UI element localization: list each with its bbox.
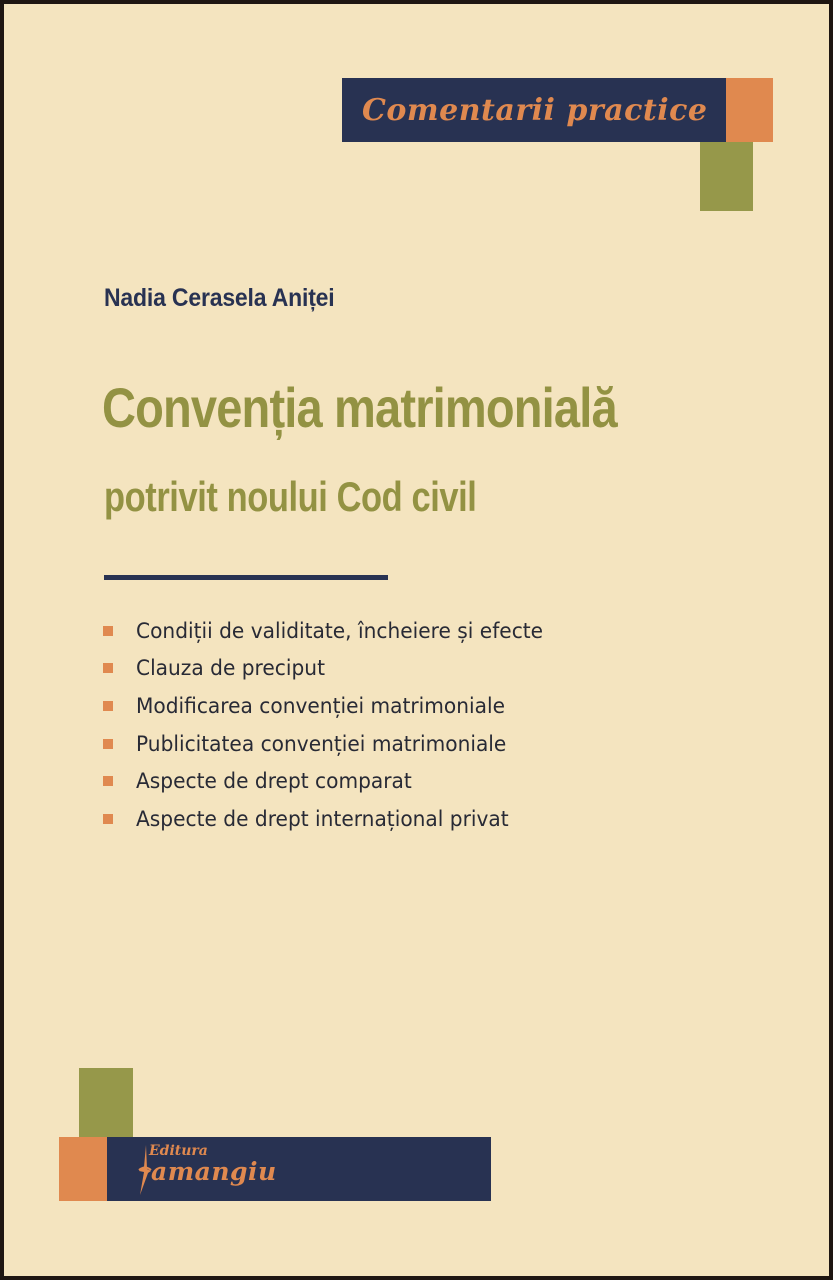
topic-item bbox=[103, 650, 560, 688]
decorative-orange-square bbox=[59, 1137, 107, 1201]
topic-item bbox=[103, 800, 560, 838]
author-name: Nadia Cerasela Aniței bbox=[104, 284, 335, 312]
publisher-name: amangiu bbox=[151, 1157, 277, 1186]
square-bullet-icon bbox=[103, 776, 113, 786]
book-cover bbox=[4, 4, 829, 1276]
decorative-orange-square bbox=[726, 78, 773, 142]
book-subtitle: potrivit noului Cod civil bbox=[104, 473, 477, 520]
topic-text: Clauza de preciput bbox=[136, 656, 325, 681]
publisher-prefix: Editura bbox=[149, 1143, 208, 1159]
topic-text: Condiții de validitate, încheiere și efecte bbox=[136, 618, 544, 643]
square-bullet-icon bbox=[103, 701, 113, 711]
series-banner bbox=[342, 78, 726, 142]
square-bullet-icon bbox=[103, 626, 113, 636]
topic-item bbox=[103, 612, 560, 650]
divider-rule bbox=[104, 575, 388, 580]
book-title: Convenția matrimonială bbox=[102, 376, 617, 439]
topic-text: Publicitatea convenției matrimoniale bbox=[136, 731, 507, 756]
topic-item bbox=[103, 762, 560, 800]
square-bullet-icon bbox=[103, 814, 113, 824]
decorative-olive-block bbox=[700, 142, 753, 211]
square-bullet-icon bbox=[103, 739, 113, 749]
topic-item bbox=[103, 725, 560, 763]
topic-item bbox=[103, 687, 560, 725]
topic-list bbox=[103, 612, 560, 838]
topic-text: Modificarea convenției matrimoniale bbox=[136, 693, 505, 718]
topic-text: Aspecte de drept comparat bbox=[136, 769, 412, 794]
topic-text: Aspecte de drept internațional privat bbox=[136, 806, 509, 831]
publisher-banner bbox=[107, 1137, 491, 1201]
square-bullet-icon bbox=[103, 663, 113, 673]
decorative-olive-block bbox=[79, 1068, 133, 1137]
series-label: Comentarii practice bbox=[362, 92, 708, 128]
